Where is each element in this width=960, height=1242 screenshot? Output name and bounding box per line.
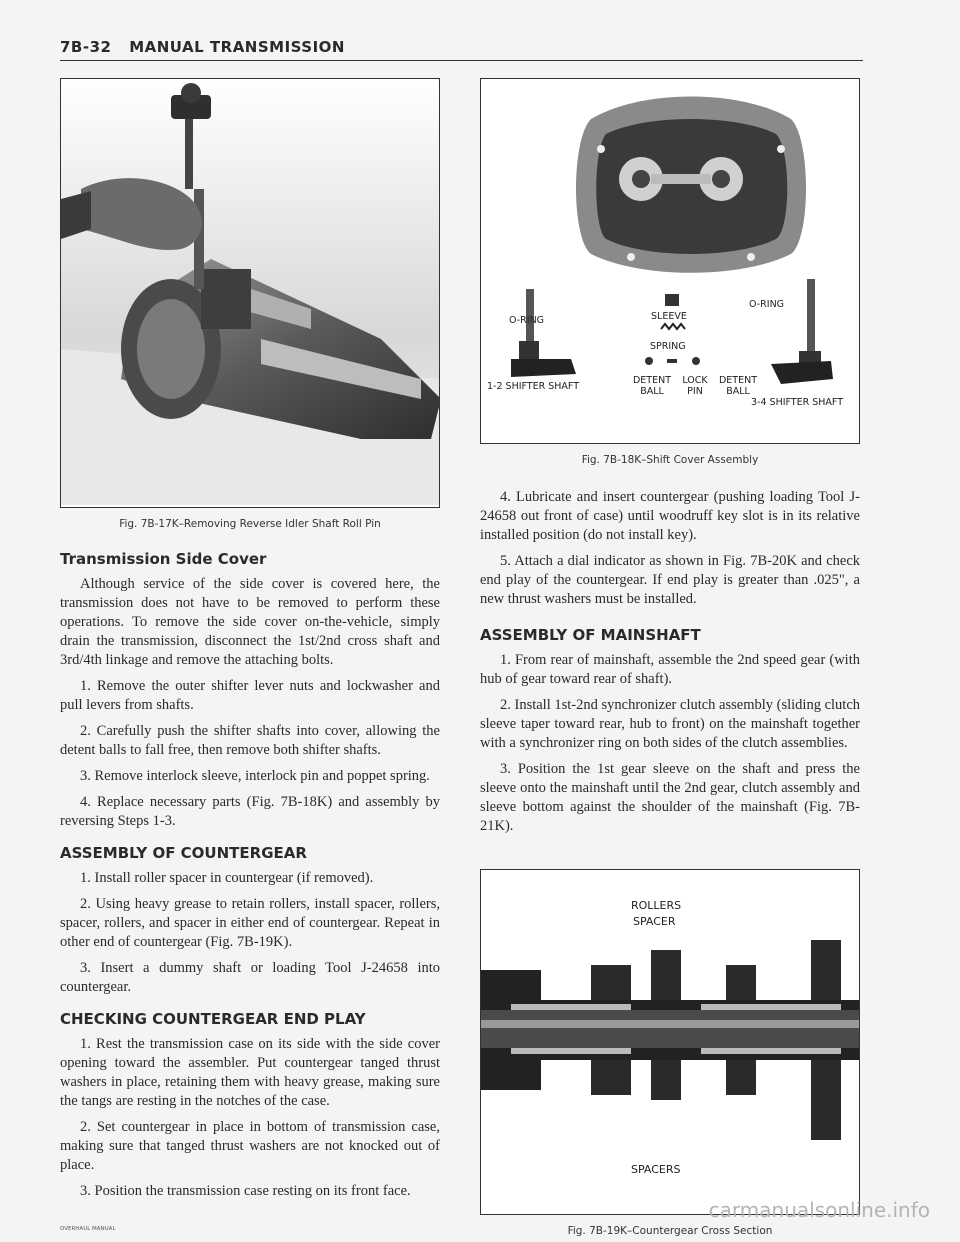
page-number: 7B-32: [60, 38, 112, 56]
section-title-mainshaft: ASSEMBLY OF MAINSHAFT: [480, 626, 701, 644]
figure-shift-cover: [480, 78, 860, 444]
figure-countergear-cross-section: [480, 869, 860, 1215]
hammer-transmission-photo: [61, 79, 439, 505]
step: 3. Remove interlock sleeve, interlock pin and poppet spring.: [80, 768, 430, 784]
label-detent-ball: DETENT BALL: [718, 375, 758, 397]
label-o-ring-right: O-RING: [749, 299, 785, 310]
label-spacer: SPACER: [633, 915, 676, 928]
section-title-countergear: ASSEMBLY OF COUNTERGEAR: [60, 844, 307, 862]
page-header: [60, 38, 863, 61]
step: 5. Attach a dial indicator as shown in Fig. 7B-20K and check end play of the countergear. If end play is greater than .025", a new thrust washers must be installed.: [480, 553, 860, 607]
step: 2. Set countergear in place in bottom of transmission case, making sure that tanged thrust washers are not knocked out of place.: [60, 1119, 440, 1173]
step: 1. Rest the transmission case on its side with the side cover opening toward the assembler. Put countergear tanged thrust washers in place, retaining them with heavy grease, making sure the tangs are resting in the notches of the case.: [60, 1036, 440, 1109]
section-title-side-cover: Transmission Side Cover: [60, 550, 267, 568]
step: 4. Lubricate and insert countergear (pushing loading Tool J-24658 out front of case) until woodruff key slot is in its relative installed position (do not install key).: [480, 489, 860, 543]
label-3-4-shifter-shaft: 3-4 SHIFTER SHAFT: [751, 397, 844, 408]
label-1-2-shifter-shaft: 1-2 SHIFTER SHAFT: [487, 381, 580, 392]
step: 1. Install roller spacer in countergear (if removed).: [80, 870, 374, 886]
left-column: [60, 78, 440, 1208]
step: 3. Insert a dummy shaft or loading Tool J-24658 into countergear.: [60, 960, 440, 995]
step: 2. Using heavy grease to retain rollers, install spacer, rollers, spacer, rollers, and spacer in either end of countergear. Repeat in other end of countergear (Fig. 7B-19K).: [60, 896, 440, 950]
step: 4. Replace necessary parts (Fig. 7B-18K) and assembly by reversing Steps 1-3.: [60, 794, 440, 829]
figure-removing-roll-pin: [60, 78, 440, 508]
watermark: carmanualsonline.info: [708, 1198, 930, 1222]
right-column: [480, 78, 860, 1237]
label-spring: SPRING: [650, 341, 686, 352]
footer: OVERHAUL MANUAL: [60, 1226, 116, 1232]
label-sleeve: SLEEVE: [651, 311, 687, 322]
label-rollers: ROLLERS: [631, 899, 682, 912]
step: 1. From rear of mainshaft, assemble the 2nd speed gear (with hub of gear toward rear of shaft).: [480, 652, 860, 687]
step: 2. Install 1st-2nd synchronizer clutch assembly (sliding clutch sleeve taper toward rear, hub to front) on the mainshaft together with a synchronizer ring on both sides of the clutch assemblies.: [480, 697, 861, 751]
step: 1. Remove the outer shifter lever nuts and lockwasher and pull levers from shafts.: [60, 678, 440, 713]
label-lock-pin: LOCK PIN: [682, 375, 708, 397]
step: 3. Position the transmission case resting on its front face.: [80, 1183, 411, 1199]
label-spacers: SPACERS: [631, 1163, 681, 1176]
step: 3. Position the 1st gear sleeve on the shaft and press the sleeve onto the mainshaft until the 2nd gear, clutch assembly and sleeve bottom against the shoulder of the mainshaft (Fig. 7B-21K).: [480, 761, 860, 834]
paragraph: Although service of the side cover is covered here, the transmission does not have to be removed to perform these operations. To remove the side cover on-the-vehicle, simply drain the transmission, disconnect the 1st/2nd cross shaft and 3rd/4th linkage and remove the attaching bolts.: [60, 576, 440, 668]
figure-caption: Fig. 7B-18K–Shift Cover Assembly: [581, 454, 759, 466]
page-title: MANUAL TRANSMISSION: [129, 38, 345, 56]
figure-caption: Fig. 7B-19K–Countergear Cross Section: [567, 1225, 773, 1237]
step: 2. Carefully push the shifter shafts into cover, allowing the detent balls to fall free, then remove both shifter shafts.: [60, 723, 440, 758]
figure-caption: Fig. 7B-17K–Removing Reverse Idler Shaft Roll Pin: [119, 518, 381, 530]
label-o-ring-left: O-RING: [509, 315, 545, 326]
section-title-end-play: CHECKING COUNTERGEAR END PLAY: [60, 1010, 366, 1028]
label-detent-ball: DETENT BALL: [632, 375, 672, 397]
